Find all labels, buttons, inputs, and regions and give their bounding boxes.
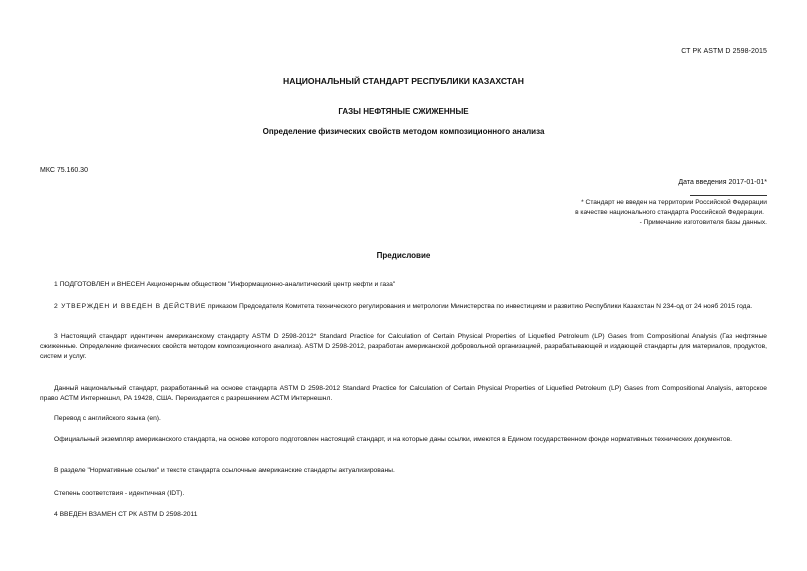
main-title: НАЦИОНАЛЬНЫЙ СТАНДАРТ РЕСПУБЛИКИ КАЗАХСТАН bbox=[283, 76, 524, 86]
description-title: Определение физических свойств методом композиционного анализа bbox=[262, 127, 545, 136]
preface-paragraph-8: Степень соответствия - идентичная (IDT). bbox=[54, 490, 185, 497]
preface-paragraph-7: В разделе "Нормативные ссылки" и тексте стандарта ссылочные американские стандарты актуализированы. bbox=[54, 467, 395, 474]
introduction-date: Дата введения 2017-01-01* bbox=[678, 179, 767, 186]
note-line-3: - Примечание изготовителя базы данных. bbox=[639, 219, 767, 226]
preface-paragraph-3: 3 Настоящий стандарт идентичен американскому стандарту ASTM D 2598-2012* Standard Practice for Calculation of Certain Physical Properties of Liquefied Petroleum (LP) Gases from Compositional Analysis (Газ нефтяные сжиженные. Определение физических свойств методом композиционного анализа). ASTM D 2598-2012, разработан американской добровольной организацией, разрабатывающей и издающей стандарты для материалов, продуктов, систем и услуг. bbox=[40, 333, 767, 360]
subject-title: ГАЗЫ НЕФТЯНЫЕ СЖИЖЕННЫЕ bbox=[338, 107, 469, 116]
preface-paragraph-2 bbox=[40, 302, 767, 312]
note-divider bbox=[690, 195, 767, 196]
preface-paragraph-9: 4 ВВЕДЕН ВЗАМЕН СТ РК ASTM D 2598-2011 bbox=[54, 511, 198, 518]
preface-paragraph-6: Официальный экземпляр американского стандарта, на основе которого подготовлен настоящий стандарт, и на которые даны ссылки, имеются в Едином государственном фонде нормативных технических документов. bbox=[54, 436, 733, 443]
note-line-2: в качестве национального стандарта Российской Федерации. bbox=[575, 209, 764, 216]
preface-paragraph-5: Перевод с английского языка (en). bbox=[54, 415, 161, 422]
preface-heading: Предисловие bbox=[376, 251, 431, 260]
approval-lead: 2 УТВЕРЖДЕН И ВВЕДЕН В ДЕЙСТВИЕ bbox=[54, 303, 207, 310]
approval-text: приказом Председателя Комитета технического регулирования и метрологии Министерства по инвестициям и развитию Республики Казахстан N 234-од от 24 нояб 2015 года. bbox=[206, 303, 753, 310]
mks-code: МКС 75.160.30 bbox=[40, 167, 88, 174]
note-line-1: * Стандарт не введен на территории Российской Федерации bbox=[581, 199, 767, 206]
document-code: СТ РК ASTM D 2598-2015 bbox=[681, 48, 767, 55]
preface-paragraph-4: Данный национальный стандарт, разработанный на основе стандарта ASTM D 2598-2012 Standard Practice for Calculation of Certain Physical Properties of Liquefied Petroleum (LP) Gases from Compositional Analysis, авторское право АСТМ Интернешнл, РА 19428, США. Переиздается с разрешением АСТМ Интернешнл. bbox=[40, 385, 767, 402]
preface-paragraph-1: 1 ПОДГОТОВЛЕН и ВНЕСЕН Акционерным обществом "Информационно-аналитический центр нефти и газа" bbox=[54, 281, 396, 288]
